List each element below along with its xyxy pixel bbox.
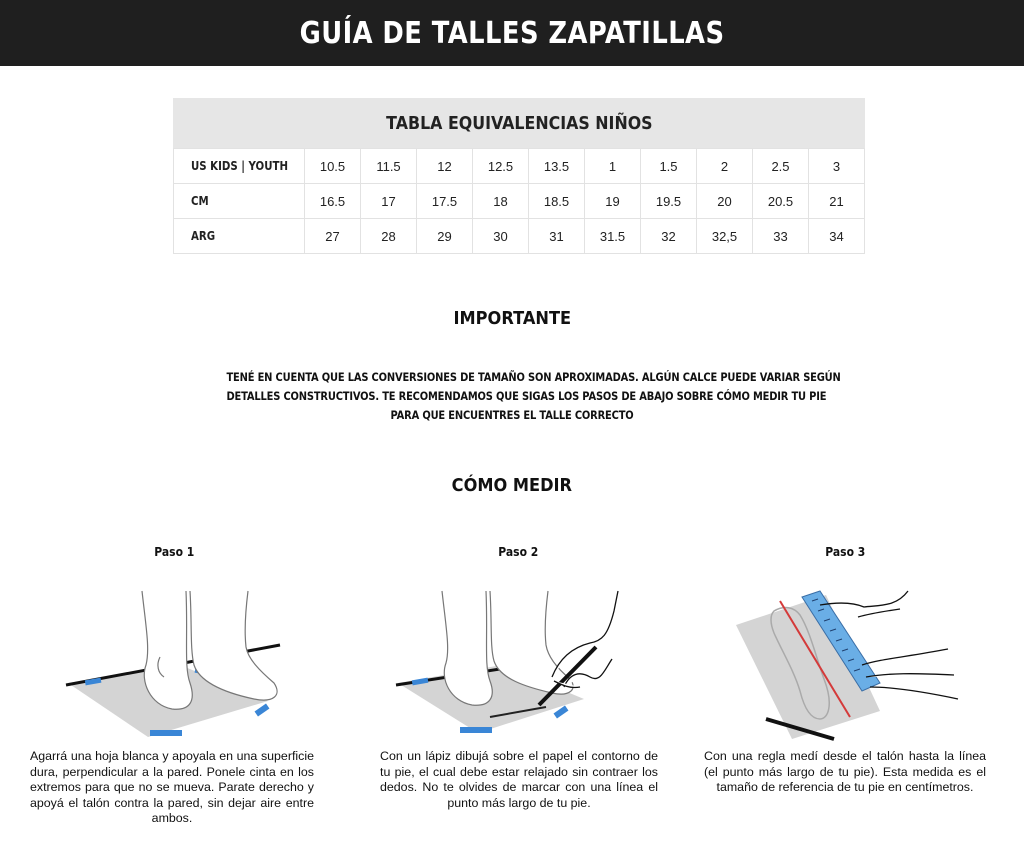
table-cell: 32 bbox=[641, 219, 697, 254]
step-1-title: Paso 1 bbox=[153, 545, 195, 559]
feet-on-paper-illustration bbox=[60, 587, 320, 747]
table-cell: 17.5 bbox=[417, 184, 473, 219]
size-table bbox=[173, 98, 865, 254]
table-cell: 19 bbox=[585, 184, 641, 219]
table-cell: 31 bbox=[529, 219, 585, 254]
size-table-grid bbox=[173, 148, 865, 254]
table-cell: 27 bbox=[305, 219, 361, 254]
step-1-text: Agarrá una hoja blanca y apoyala en una superficie dura, perpendicular a la pared. Ponele cinta en los extremos para que no se mueva. Parate derecho y apoyá el talón contra la pared, sin dejar aire entre ambos. bbox=[30, 749, 314, 825]
table-row bbox=[174, 219, 865, 254]
table-row-label: CM bbox=[174, 184, 305, 219]
important-notice bbox=[180, 368, 844, 425]
table-cell: 16.5 bbox=[305, 184, 361, 219]
table-cell: 12 bbox=[417, 149, 473, 184]
step-1 bbox=[30, 545, 318, 835]
table-cell: 30 bbox=[473, 219, 529, 254]
table-cell: 20 bbox=[697, 184, 753, 219]
table-cell: 18.5 bbox=[529, 184, 585, 219]
important-heading-text: IMPORTANTE bbox=[453, 308, 571, 329]
notice-line-1: TENÉ EN CUENTA QUE LAS CONVERSIONES DE TAMAÑO SON APROXIMADAS. ALGÚN CALCE PUEDE VARIAR SEGÚN bbox=[226, 370, 841, 384]
table-cell: 34 bbox=[809, 219, 865, 254]
notice-line-3: PARA QUE ENCUENTRES EL TALLE CORRECTO bbox=[390, 408, 634, 422]
table-row bbox=[174, 184, 865, 219]
page-title: GUÍA DE TALLES ZAPATILLAS bbox=[299, 15, 725, 51]
table-cell: 2.5 bbox=[753, 149, 809, 184]
step-2-text: Con un lápiz dibujá sobre el papel el contorno de tu pie, el cual debe estar relajado sin contraer los dedos. No te olvides de marcar con una línea el punto más largo de tu pie. bbox=[380, 749, 658, 810]
table-cell: 19.5 bbox=[641, 184, 697, 219]
hand-tracing-foot-illustration bbox=[394, 587, 644, 747]
table-cell: 29 bbox=[417, 219, 473, 254]
table-cell: 28 bbox=[361, 219, 417, 254]
table-cell: 20.5 bbox=[753, 184, 809, 219]
table-cell: 12.5 bbox=[473, 149, 529, 184]
step-3 bbox=[700, 545, 990, 835]
important-heading bbox=[0, 308, 1024, 329]
step-2-title: Paso 2 bbox=[497, 545, 539, 559]
table-row-label: US KIDS | YOUTH bbox=[174, 149, 305, 184]
step-3-text: Con una regla medí desde el talón hasta la línea (el punto más largo de tu pie). Esta medida es el tamaño de referencia de tu pie en centímetros. bbox=[704, 749, 986, 794]
how-to-heading-text: CÓMO MEDIR bbox=[451, 475, 573, 496]
size-table-title-text: TABLA EQUIVALENCIAS NIÑOS bbox=[385, 112, 653, 134]
table-cell: 10.5 bbox=[305, 149, 361, 184]
how-to-heading bbox=[0, 475, 1024, 496]
table-cell: 32,5 bbox=[697, 219, 753, 254]
table-row-label: ARG bbox=[174, 219, 305, 254]
size-table-title bbox=[173, 98, 865, 148]
page-header bbox=[0, 0, 1024, 66]
table-cell: 11.5 bbox=[361, 149, 417, 184]
table-cell: 17 bbox=[361, 184, 417, 219]
table-cell: 21 bbox=[809, 184, 865, 219]
step-2 bbox=[372, 545, 664, 835]
table-cell: 31.5 bbox=[585, 219, 641, 254]
table-cell: 13.5 bbox=[529, 149, 585, 184]
table-cell: 2 bbox=[697, 149, 753, 184]
table-cell: 3 bbox=[809, 149, 865, 184]
ruler-measuring-illustration bbox=[730, 587, 970, 747]
notice-line-2: DETALLES CONSTRUCTIVOS. TE RECOMENDAMOS QUE SIGAS LOS PASOS DE ABAJO SOBRE CÓMO MEDIR TU PIE bbox=[226, 389, 827, 403]
table-cell: 1.5 bbox=[641, 149, 697, 184]
table-cell: 1 bbox=[585, 149, 641, 184]
table-row bbox=[174, 149, 865, 184]
step-3-title: Paso 3 bbox=[824, 545, 866, 559]
table-cell: 18 bbox=[473, 184, 529, 219]
table-cell: 33 bbox=[753, 219, 809, 254]
